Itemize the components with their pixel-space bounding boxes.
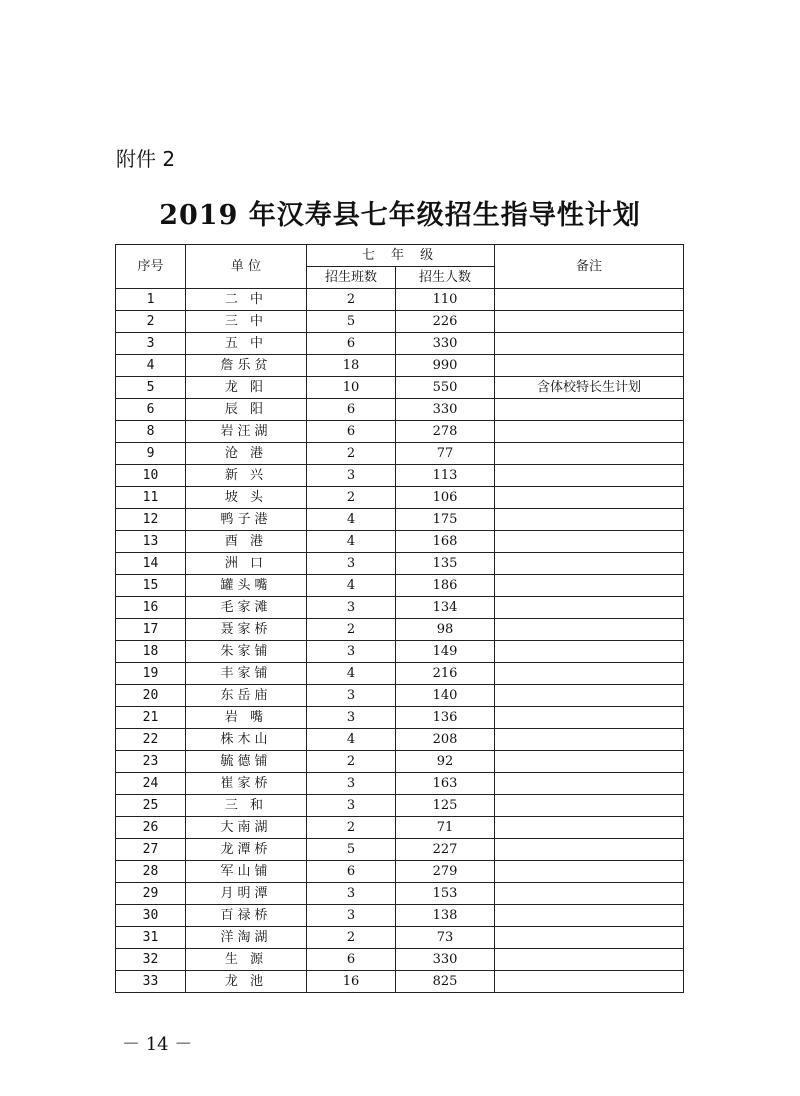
cell-unit: 崔家桥	[186, 773, 307, 795]
cell-unit: 沧 港	[186, 443, 307, 465]
table-row	[116, 531, 684, 553]
cell-students: 73	[396, 927, 495, 949]
cell-seq: 18	[116, 641, 186, 663]
cell-students: 550	[396, 377, 495, 399]
cell-remark	[495, 817, 684, 839]
cell-unit: 酉 港	[186, 531, 307, 553]
cell-remark	[495, 553, 684, 575]
cell-seq: 6	[116, 399, 186, 421]
cell-seq: 27	[116, 839, 186, 861]
cell-seq: 13	[116, 531, 186, 553]
cell-unit: 月明潭	[186, 883, 307, 905]
cell-remark	[495, 509, 684, 531]
cell-students: 168	[396, 531, 495, 553]
cell-seq: 8	[116, 421, 186, 443]
table-row	[116, 289, 684, 311]
cell-unit: 聂家桥	[186, 619, 307, 641]
cell-remark	[495, 421, 684, 443]
cell-unit: 东岳庙	[186, 685, 307, 707]
table-row	[116, 773, 684, 795]
cell-students: 136	[396, 707, 495, 729]
table-row	[116, 685, 684, 707]
cell-seq: 21	[116, 707, 186, 729]
cell-unit: 大南湖	[186, 817, 307, 839]
cell-unit: 军山铺	[186, 861, 307, 883]
cell-seq: 17	[116, 619, 186, 641]
table-row	[116, 377, 684, 399]
cell-unit: 洋淘湖	[186, 927, 307, 949]
cell-classes: 4	[307, 663, 396, 685]
cell-remark	[495, 729, 684, 751]
cell-seq: 9	[116, 443, 186, 465]
cell-classes: 2	[307, 443, 396, 465]
cell-classes: 3	[307, 641, 396, 663]
cell-remark	[495, 289, 684, 311]
cell-classes: 6	[307, 421, 396, 443]
cell-classes: 2	[307, 817, 396, 839]
cell-students: 278	[396, 421, 495, 443]
cell-unit: 岩汪湖	[186, 421, 307, 443]
cell-seq: 2	[116, 311, 186, 333]
cell-classes: 4	[307, 729, 396, 751]
cell-classes: 2	[307, 487, 396, 509]
cell-remark	[495, 619, 684, 641]
cell-classes: 2	[307, 619, 396, 641]
cell-remark	[495, 751, 684, 773]
cell-students: 216	[396, 663, 495, 685]
cell-classes: 3	[307, 553, 396, 575]
cell-remark	[495, 575, 684, 597]
cell-unit: 岩 嘴	[186, 707, 307, 729]
cell-seq: 12	[116, 509, 186, 531]
cell-remark	[495, 773, 684, 795]
cell-students: 77	[396, 443, 495, 465]
cell-seq: 14	[116, 553, 186, 575]
table-row	[116, 861, 684, 883]
table-row	[116, 399, 684, 421]
table-row	[116, 597, 684, 619]
cell-unit: 三 中	[186, 311, 307, 333]
header-grade: 七 年 级	[307, 245, 495, 267]
header-remark: 备注	[495, 245, 684, 289]
cell-classes: 5	[307, 311, 396, 333]
cell-seq: 22	[116, 729, 186, 751]
cell-classes: 3	[307, 685, 396, 707]
cell-remark	[495, 839, 684, 861]
cell-seq: 23	[116, 751, 186, 773]
cell-students: 330	[396, 399, 495, 421]
cell-remark	[495, 355, 684, 377]
table-row	[116, 311, 684, 333]
cell-remark	[495, 861, 684, 883]
cell-remark	[495, 883, 684, 905]
cell-remark	[495, 597, 684, 619]
cell-classes: 6	[307, 399, 396, 421]
header-unit: 单 位	[186, 245, 307, 289]
attachment-label: 附件 2	[116, 147, 176, 171]
cell-students: 92	[396, 751, 495, 773]
cell-unit: 丰家铺	[186, 663, 307, 685]
table-row	[116, 839, 684, 861]
table-row	[116, 443, 684, 465]
cell-seq: 32	[116, 949, 186, 971]
cell-unit: 二 中	[186, 289, 307, 311]
table-row	[116, 487, 684, 509]
cell-classes: 2	[307, 751, 396, 773]
cell-students: 825	[396, 971, 495, 993]
cell-remark	[495, 927, 684, 949]
page-number: － 14 －	[122, 1034, 193, 1055]
cell-remark	[495, 641, 684, 663]
cell-unit: 五 中	[186, 333, 307, 355]
cell-classes: 4	[307, 575, 396, 597]
cell-unit: 毓德铺	[186, 751, 307, 773]
cell-remark	[495, 531, 684, 553]
cell-unit: 生 源	[186, 949, 307, 971]
cell-seq: 28	[116, 861, 186, 883]
cell-classes: 3	[307, 597, 396, 619]
table-row	[116, 927, 684, 949]
cell-unit: 株木山	[186, 729, 307, 751]
cell-classes: 3	[307, 707, 396, 729]
cell-remark	[495, 465, 684, 487]
cell-remark	[495, 443, 684, 465]
cell-students: 175	[396, 509, 495, 531]
table-row	[116, 575, 684, 597]
cell-unit: 三 和	[186, 795, 307, 817]
cell-unit: 百禄桥	[186, 905, 307, 927]
cell-remark: 含体校特长生计划	[495, 377, 684, 399]
cell-seq: 25	[116, 795, 186, 817]
table-row	[116, 333, 684, 355]
cell-remark	[495, 399, 684, 421]
table-row	[116, 795, 684, 817]
cell-seq: 29	[116, 883, 186, 905]
cell-students: 226	[396, 311, 495, 333]
cell-students: 208	[396, 729, 495, 751]
cell-students: 110	[396, 289, 495, 311]
cell-seq: 20	[116, 685, 186, 707]
cell-students: 163	[396, 773, 495, 795]
cell-students: 106	[396, 487, 495, 509]
table-row	[116, 619, 684, 641]
table-row	[116, 421, 684, 443]
cell-classes: 3	[307, 905, 396, 927]
table-row	[116, 553, 684, 575]
cell-seq: 16	[116, 597, 186, 619]
cell-seq: 1	[116, 289, 186, 311]
cell-students: 140	[396, 685, 495, 707]
cell-classes: 6	[307, 861, 396, 883]
cell-seq: 10	[116, 465, 186, 487]
cell-remark	[495, 487, 684, 509]
table-row	[116, 641, 684, 663]
cell-students: 125	[396, 795, 495, 817]
cell-unit: 辰 阳	[186, 399, 307, 421]
table-row	[116, 971, 684, 993]
cell-students: 149	[396, 641, 495, 663]
cell-classes: 6	[307, 333, 396, 355]
cell-seq: 24	[116, 773, 186, 795]
table-row	[116, 355, 684, 377]
cell-seq: 4	[116, 355, 186, 377]
cell-students: 71	[396, 817, 495, 839]
cell-students: 138	[396, 905, 495, 927]
cell-remark	[495, 707, 684, 729]
table-body	[116, 289, 684, 993]
cell-classes: 3	[307, 883, 396, 905]
cell-unit: 毛家滩	[186, 597, 307, 619]
cell-seq: 33	[116, 971, 186, 993]
cell-students: 330	[396, 949, 495, 971]
cell-seq: 3	[116, 333, 186, 355]
cell-students: 227	[396, 839, 495, 861]
cell-students: 330	[396, 333, 495, 355]
cell-remark	[495, 333, 684, 355]
cell-unit: 罐头嘴	[186, 575, 307, 597]
cell-students: 98	[396, 619, 495, 641]
cell-classes: 4	[307, 531, 396, 553]
table-row	[116, 663, 684, 685]
cell-unit: 朱家铺	[186, 641, 307, 663]
header-seq: 序号	[116, 245, 186, 289]
cell-students: 186	[396, 575, 495, 597]
cell-seq: 26	[116, 817, 186, 839]
cell-unit: 鸭子港	[186, 509, 307, 531]
table-row	[116, 949, 684, 971]
cell-classes: 10	[307, 377, 396, 399]
enrollment-plan-table	[115, 244, 684, 993]
header-classes: 招生班数	[307, 267, 396, 289]
table-row	[116, 465, 684, 487]
cell-unit: 龙 阳	[186, 377, 307, 399]
cell-students: 134	[396, 597, 495, 619]
cell-seq: 31	[116, 927, 186, 949]
cell-classes: 3	[307, 795, 396, 817]
cell-unit: 洲 口	[186, 553, 307, 575]
cell-unit: 詹乐贫	[186, 355, 307, 377]
document-title: 2019 年汉寿县七年级招生指导性计划	[159, 200, 641, 231]
cell-seq: 19	[116, 663, 186, 685]
table-row	[116, 751, 684, 773]
cell-classes: 5	[307, 839, 396, 861]
cell-classes: 6	[307, 949, 396, 971]
cell-students: 279	[396, 861, 495, 883]
table-row	[116, 817, 684, 839]
cell-seq: 5	[116, 377, 186, 399]
cell-unit: 坡 头	[186, 487, 307, 509]
cell-remark	[495, 905, 684, 927]
cell-classes: 18	[307, 355, 396, 377]
cell-remark	[495, 971, 684, 993]
header-students: 招生人数	[396, 267, 495, 289]
cell-classes: 2	[307, 289, 396, 311]
cell-seq: 30	[116, 905, 186, 927]
cell-remark	[495, 663, 684, 685]
cell-remark	[495, 795, 684, 817]
cell-students: 135	[396, 553, 495, 575]
table-row	[116, 509, 684, 531]
cell-remark	[495, 685, 684, 707]
cell-unit: 龙潭桥	[186, 839, 307, 861]
cell-unit: 新 兴	[186, 465, 307, 487]
cell-classes: 4	[307, 509, 396, 531]
cell-classes: 3	[307, 773, 396, 795]
table-row	[116, 707, 684, 729]
cell-students: 990	[396, 355, 495, 377]
cell-students: 153	[396, 883, 495, 905]
cell-students: 113	[396, 465, 495, 487]
cell-unit: 龙 池	[186, 971, 307, 993]
table-row	[116, 729, 684, 751]
cell-classes: 3	[307, 465, 396, 487]
cell-seq: 11	[116, 487, 186, 509]
cell-remark	[495, 311, 684, 333]
table-row	[116, 905, 684, 927]
table-row	[116, 883, 684, 905]
cell-seq: 15	[116, 575, 186, 597]
cell-classes: 2	[307, 927, 396, 949]
cell-remark	[495, 949, 684, 971]
cell-classes: 16	[307, 971, 396, 993]
